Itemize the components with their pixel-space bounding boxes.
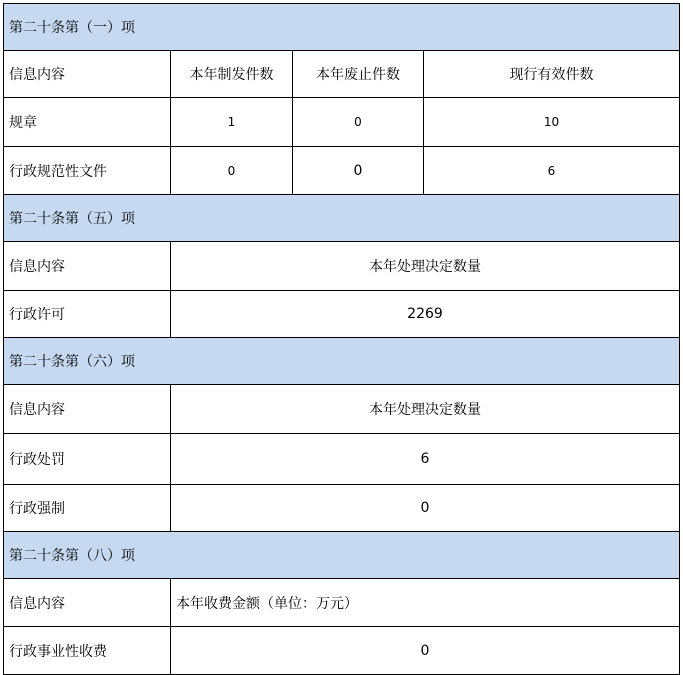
row-label: 规章 <box>4 98 171 147</box>
table-row <box>4 485 680 532</box>
repealed-count: 0 <box>293 147 424 195</box>
fee-amount: 0 <box>171 627 680 675</box>
decision-count: 0 <box>171 485 680 532</box>
section-1-header-row <box>4 4 680 51</box>
column-fee-amount: 本年收费金额（单位：万元） <box>171 579 680 627</box>
table-row <box>4 98 680 147</box>
row-label: 行政处罚 <box>4 434 171 485</box>
decision-count: 6 <box>171 434 680 485</box>
issued-count: 1 <box>171 98 293 147</box>
section-1-info-label: 信息内容 <box>4 51 171 98</box>
table-row <box>4 147 680 195</box>
section-1-title: 第二十条第（一）项 <box>4 4 680 51</box>
section-6-info-label: 信息内容 <box>4 385 171 434</box>
section-1-column-header-row <box>4 51 680 98</box>
repealed-count: 0 <box>293 98 424 147</box>
column-decisions-this-year: 本年处理决定数量 <box>171 385 680 434</box>
disclosure-table <box>3 3 680 675</box>
section-8-title: 第二十条第（八）项 <box>4 532 680 579</box>
section-5-title: 第二十条第（五）项 <box>4 195 680 242</box>
section-8-column-header-row <box>4 579 680 627</box>
section-6-column-header-row <box>4 385 680 434</box>
section-6-title: 第二十条第（六）项 <box>4 338 680 385</box>
section-5-info-label: 信息内容 <box>4 242 171 291</box>
row-label: 行政许可 <box>4 291 171 338</box>
table-row <box>4 291 680 338</box>
valid-count: 6 <box>424 147 680 195</box>
column-issued-this-year: 本年制发件数 <box>171 51 293 98</box>
section-5-header-row <box>4 195 680 242</box>
issued-count: 0 <box>171 147 293 195</box>
row-label: 行政强制 <box>4 485 171 532</box>
column-decisions-this-year: 本年处理决定数量 <box>171 242 680 291</box>
decision-count: 2269 <box>171 291 680 338</box>
section-8-info-label: 信息内容 <box>4 579 171 627</box>
row-label: 行政规范性文件 <box>4 147 171 195</box>
column-repealed-this-year: 本年废止件数 <box>293 51 424 98</box>
valid-count: 10 <box>424 98 680 147</box>
table-row <box>4 434 680 485</box>
section-8-header-row <box>4 532 680 579</box>
table-row <box>4 627 680 675</box>
section-6-header-row <box>4 338 680 385</box>
column-currently-valid: 现行有效件数 <box>424 51 680 98</box>
row-label: 行政事业性收费 <box>4 627 171 675</box>
section-5-column-header-row <box>4 242 680 291</box>
